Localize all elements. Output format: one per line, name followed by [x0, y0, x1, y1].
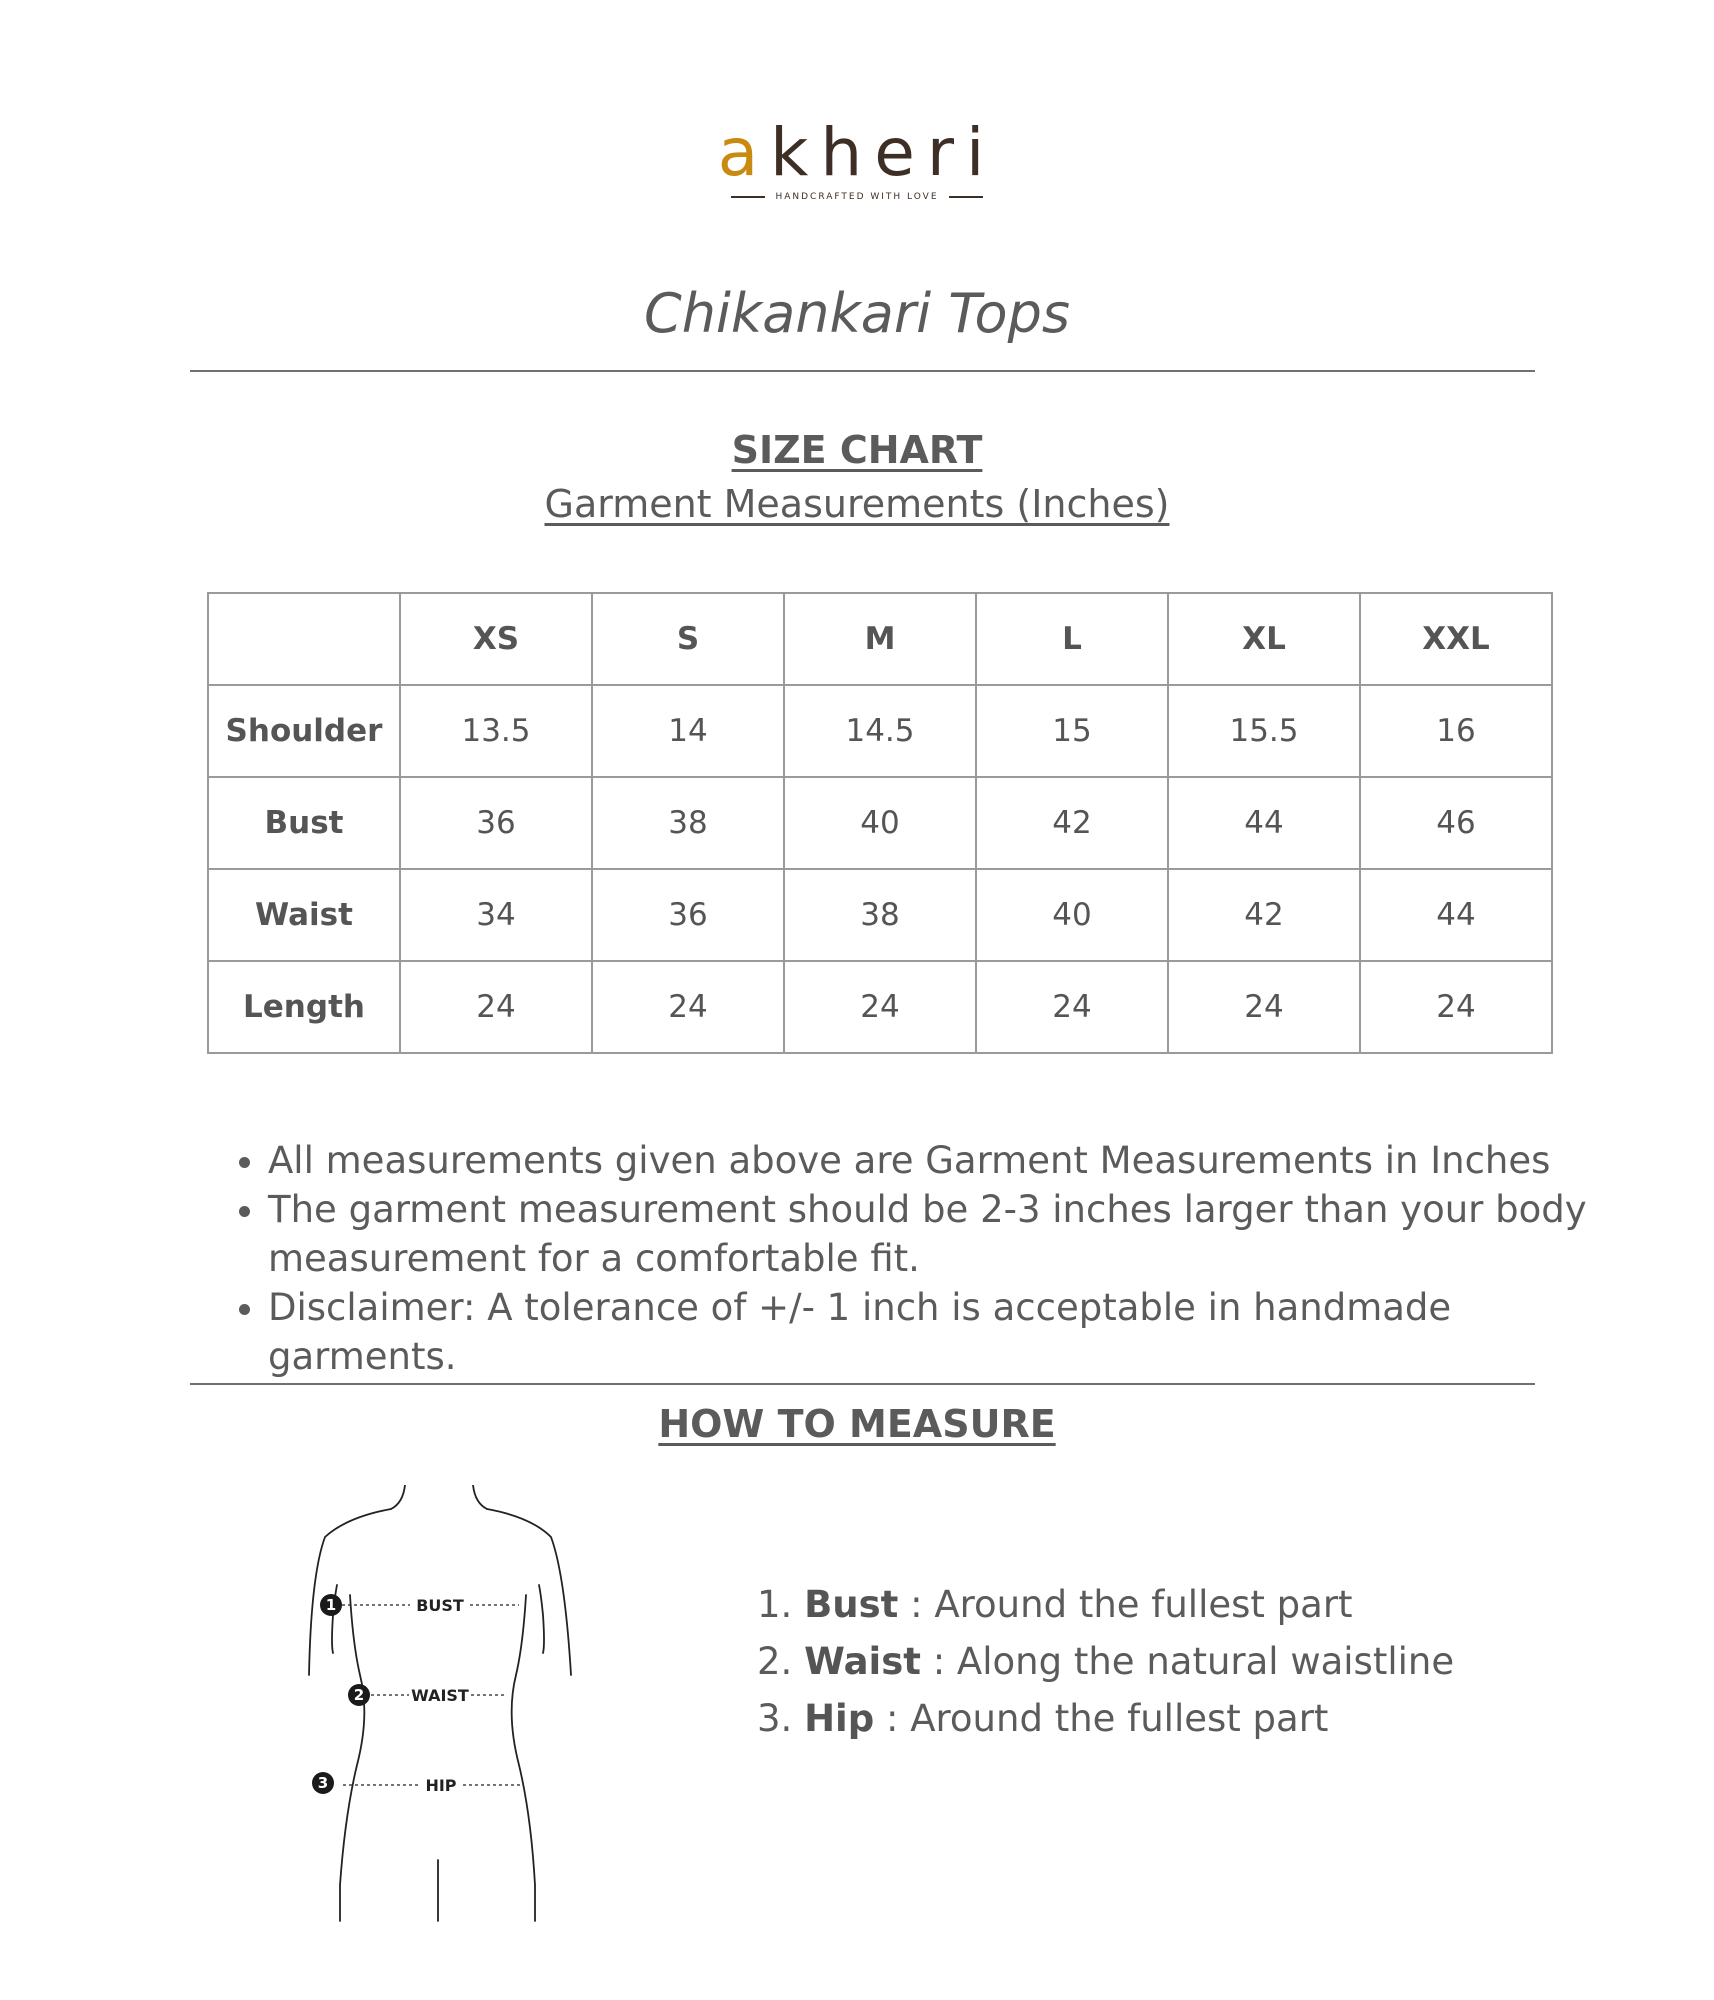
- step-text: : Around the fullest part: [898, 1583, 1353, 1626]
- measurement-cell: 14.5: [784, 685, 976, 777]
- measurement-cell: 36: [592, 869, 784, 961]
- hip-marker: [312, 1772, 457, 1795]
- step-number: 1.: [757, 1583, 793, 1626]
- size-header-xs: XS: [400, 593, 592, 685]
- size-header-l: L: [976, 593, 1168, 685]
- size-header-xl: XL: [1168, 593, 1360, 685]
- note-item: • All measurements given above are Garment Measurements in Inches: [268, 1136, 1598, 1185]
- measurement-row-shoulder: [208, 685, 1552, 777]
- body-measurement-figure: [295, 1485, 585, 1925]
- brand-wordmark-rest: kheri: [770, 114, 997, 191]
- tagline-rule-right: [949, 196, 983, 198]
- measure-step: [757, 1690, 1454, 1747]
- measurement-cell: 15.5: [1168, 685, 1360, 777]
- brand-wordmark-first-letter: a: [717, 114, 771, 191]
- measurement-cell: 24: [976, 961, 1168, 1053]
- note-item: • Disclaimer: A tolerance of +/- 1 inch is acceptable in handmade garments.: [268, 1283, 1598, 1381]
- measurement-cell: 24: [592, 961, 784, 1053]
- how-to-measure-heading: HOW TO MEASURE: [658, 1402, 1056, 1446]
- brand-wordmark: [0, 114, 1714, 191]
- measurement-cell: 42: [1168, 869, 1360, 961]
- measurement-cell: 38: [784, 869, 976, 961]
- step-number: 3.: [757, 1697, 793, 1740]
- brand-logo: [0, 114, 1714, 202]
- measurement-cell: 24: [400, 961, 592, 1053]
- bust-marker-number: 1: [325, 1596, 337, 1614]
- brand-tagline: HANDCRAFTED WITH LOVE: [775, 192, 939, 202]
- row-label: Bust: [208, 777, 400, 869]
- header-corner-cell: [208, 593, 400, 685]
- row-label: Shoulder: [208, 685, 400, 777]
- measurement-cell: 40: [976, 869, 1168, 961]
- document-title: Chikankari Tops: [643, 282, 1070, 345]
- measure-step: [757, 1576, 1454, 1633]
- step-number: 2.: [757, 1640, 793, 1683]
- waist-label: WAIST: [411, 1686, 469, 1705]
- measurement-cell: 42: [976, 777, 1168, 869]
- row-label: Waist: [208, 869, 400, 961]
- waist-marker-number: 2: [353, 1686, 365, 1704]
- brand-tagline-row: [0, 192, 1714, 202]
- divider-top: [190, 370, 1535, 372]
- divider-middle: [190, 1383, 1535, 1385]
- measurement-cell: 16: [1360, 685, 1552, 777]
- size-header-s: S: [592, 593, 784, 685]
- measurement-row-bust: [208, 777, 1552, 869]
- step-term: Hip: [804, 1697, 875, 1740]
- tagline-rule-left: [731, 196, 765, 198]
- step-term: Bust: [804, 1583, 899, 1626]
- size-header-m: M: [784, 593, 976, 685]
- size-chart-table: [207, 592, 1553, 1054]
- size-chart-heading: SIZE CHART: [731, 428, 983, 472]
- measurement-row-waist: [208, 869, 1552, 961]
- measurement-cell: 44: [1360, 869, 1552, 961]
- measure-steps-list: [757, 1576, 1454, 1747]
- bust-label: BUST: [416, 1596, 464, 1615]
- measurement-cell: 15: [976, 685, 1168, 777]
- measurement-cell: 24: [784, 961, 976, 1053]
- note-item: • The garment measurement should be 2-3 inches larger than your body measurement for a comfortable fit.: [268, 1185, 1598, 1283]
- measurement-cell: 13.5: [400, 685, 592, 777]
- row-label: Length: [208, 961, 400, 1053]
- notes-list: [232, 1136, 1598, 1381]
- measurement-cell: 46: [1360, 777, 1552, 869]
- step-term: Waist: [804, 1640, 921, 1683]
- step-text: : Around the fullest part: [874, 1697, 1329, 1740]
- measurement-cell: 24: [1360, 961, 1552, 1053]
- measurement-row-length: [208, 961, 1552, 1053]
- measurement-cell: 36: [400, 777, 592, 869]
- size-chart-subheading: Garment Measurements (Inches): [544, 482, 1170, 526]
- hip-label: HIP: [425, 1776, 457, 1795]
- size-header-xxl: XXL: [1360, 593, 1552, 685]
- measurement-cell: 34: [400, 869, 592, 961]
- size-header-row: [208, 593, 1552, 685]
- measurement-cell: 40: [784, 777, 976, 869]
- step-text: : Along the natural waistline: [920, 1640, 1455, 1683]
- measurement-cell: 24: [1168, 961, 1360, 1053]
- measure-step: [757, 1633, 1454, 1690]
- hip-marker-number: 3: [317, 1774, 329, 1792]
- measurement-cell: 14: [592, 685, 784, 777]
- measurement-cell: 44: [1168, 777, 1360, 869]
- measurement-cell: 38: [592, 777, 784, 869]
